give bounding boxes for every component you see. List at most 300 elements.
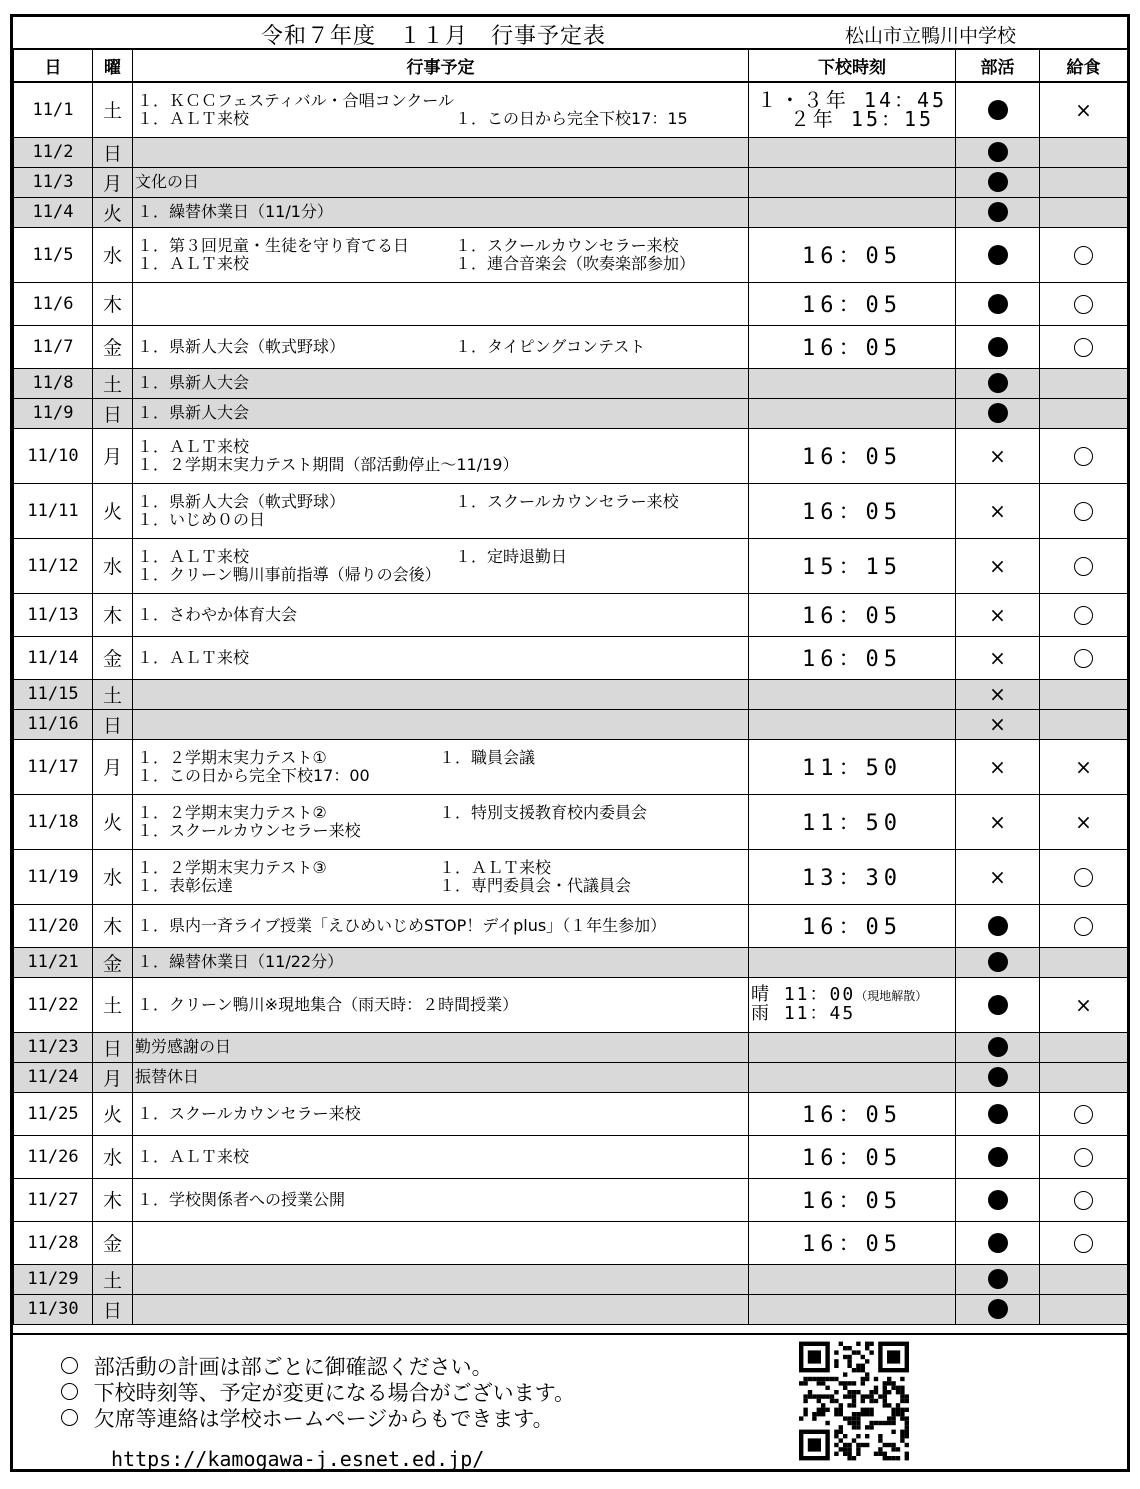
row-club [956, 1092, 1040, 1135]
row-events [133, 679, 749, 709]
row-date: 11/4 [14, 197, 93, 227]
row-date: 11/15 [14, 679, 93, 709]
row-date: 11/27 [14, 1178, 93, 1221]
row-club [956, 904, 1040, 947]
row-club [956, 977, 1040, 1032]
open-circle-icon [1074, 606, 1093, 625]
col-header-dismissal: 下校時刻 [749, 49, 956, 82]
row-weekday: 月 [93, 739, 133, 794]
row-lunch [1040, 593, 1128, 636]
row-dismissal-time: 16：05 [749, 904, 956, 947]
row-dismissal-time: 16：05 [749, 428, 956, 483]
event-line [137, 917, 748, 935]
row-dismissal-time: 13：30 [749, 849, 956, 904]
row-lunch [1040, 1032, 1128, 1062]
row-weekday: 木 [93, 1178, 133, 1221]
event-line [137, 767, 748, 785]
event-line [135, 173, 748, 191]
open-circle-icon [61, 1407, 87, 1427]
row-dismissal-time [749, 137, 956, 167]
table-row [14, 282, 1128, 325]
event-line [137, 374, 748, 392]
row-date: 11/21 [14, 947, 93, 977]
event-item: １．２学期末実力テスト① [137, 747, 327, 767]
event-item: １．この日から完全下校17：15 [455, 108, 688, 128]
row-club [956, 82, 1040, 137]
row-events [133, 1221, 749, 1264]
row-date: 11/3 [14, 167, 93, 197]
event-line [137, 438, 748, 456]
table-row [14, 1178, 1128, 1221]
row-dismissal-time: 16：05 [749, 636, 956, 679]
cross-icon: × [989, 864, 1006, 889]
event-line [137, 804, 748, 822]
event-line [137, 996, 748, 1014]
filled-circle-icon [988, 1104, 1008, 1124]
row-lunch [1040, 1062, 1128, 1092]
table-row [14, 1294, 1128, 1324]
row-dismissal-time: 16：05 [749, 1135, 956, 1178]
event-line [137, 877, 748, 895]
row-date: 11/9 [14, 398, 93, 428]
filled-circle-icon [988, 1269, 1008, 1289]
school-name: 松山市立鴨川中学校 [845, 25, 1017, 47]
event-item: １．２学期末実力テスト③ [137, 857, 327, 877]
open-circle-icon [1074, 1105, 1093, 1124]
filled-circle-icon [988, 337, 1008, 357]
row-events [133, 398, 749, 428]
row-events [133, 1294, 749, 1324]
row-dismissal-time: 11：50 [749, 794, 956, 849]
row-club [956, 197, 1040, 227]
row-date: 11/7 [14, 325, 93, 368]
row-lunch [1040, 282, 1128, 325]
row-dismissal-time [749, 977, 956, 1032]
row-events [133, 593, 749, 636]
row-weekday: 木 [93, 282, 133, 325]
cross-icon: × [989, 712, 1006, 737]
table-row [14, 398, 1128, 428]
row-lunch [1040, 947, 1128, 977]
event-item: １．連合音楽会（吹奏楽部参加） [455, 253, 696, 273]
cross-icon: × [989, 809, 1006, 834]
row-dismissal-time [749, 167, 956, 197]
row-events [133, 636, 749, 679]
event-line [137, 749, 748, 767]
row-events [133, 137, 749, 167]
row-events [133, 82, 749, 137]
row-club [956, 593, 1040, 636]
row-club [956, 483, 1040, 538]
row-dismissal-time: 15：15 [749, 538, 956, 593]
row-dismissal-time [749, 709, 956, 739]
row-events [133, 1062, 749, 1092]
row-events [133, 849, 749, 904]
row-dismissal-time [749, 1032, 956, 1062]
table-row [14, 1092, 1128, 1135]
table-row [14, 428, 1128, 483]
time-line: ２年 15：15 [789, 106, 935, 131]
row-events [133, 947, 749, 977]
row-weekday: 日 [93, 1294, 133, 1324]
event-line [135, 1068, 748, 1086]
row-dismissal-time: 16：05 [749, 227, 956, 282]
row-weekday: 日 [93, 137, 133, 167]
row-lunch [1040, 227, 1128, 282]
event-line [137, 493, 748, 511]
time-line: 晴 11：00（現地解散） [751, 984, 928, 1005]
event-item: １．ＡＬＴ来校 [137, 436, 250, 456]
col-header-club: 部活 [956, 49, 1040, 82]
row-club [956, 227, 1040, 282]
row-weekday: 土 [93, 679, 133, 709]
event-line [137, 566, 748, 584]
row-club [956, 849, 1040, 904]
row-club [956, 428, 1040, 483]
filled-circle-icon [988, 373, 1008, 393]
filled-circle-icon [988, 172, 1008, 192]
filled-circle-icon [988, 916, 1008, 936]
cross-icon: × [1075, 98, 1092, 122]
cross-icon: × [989, 443, 1006, 468]
open-circle-icon [1074, 557, 1093, 576]
event-line [137, 511, 748, 529]
event-item: １．職員会議 [439, 747, 536, 767]
row-club [956, 794, 1040, 849]
table-row [14, 538, 1128, 593]
open-circle-icon [61, 1381, 87, 1401]
filled-circle-icon [988, 1037, 1008, 1057]
page-title: 令和７年度 １１月 行事予定表 [261, 24, 607, 49]
open-circle-icon [1074, 1234, 1093, 1253]
filled-circle-icon [988, 995, 1008, 1015]
table-row [14, 1135, 1128, 1178]
table-row [14, 739, 1128, 794]
row-lunch [1040, 137, 1128, 167]
event-item: １．ＡＬＴ来校 [137, 546, 250, 566]
event-item: １．ＡＬＴ来校 [439, 857, 552, 877]
event-line [137, 953, 748, 971]
row-date: 11/8 [14, 368, 93, 398]
row-lunch [1040, 636, 1128, 679]
event-line [137, 456, 748, 474]
event-item: １．いじめ０の日 [137, 509, 266, 529]
row-events [133, 538, 749, 593]
event-item: 文化の日 [135, 172, 200, 191]
row-weekday: 日 [93, 398, 133, 428]
event-item: １．２学期末実力テスト期間（部活動停止～11/19） [137, 454, 519, 474]
event-line [137, 859, 748, 877]
row-weekday: 水 [93, 849, 133, 904]
event-line [137, 548, 748, 566]
table-row [14, 709, 1128, 739]
row-lunch [1040, 1294, 1128, 1324]
event-item: １．県内一斉ライブ授業「えひめいじめSTOP！デイplus」（１年生参加） [137, 915, 667, 935]
note-item: 下校時刻等、予定が変更になる場合がございます。 [61, 1377, 575, 1407]
filled-circle-icon [988, 100, 1008, 120]
row-weekday: 月 [93, 1062, 133, 1092]
event-line [137, 1148, 748, 1166]
row-lunch [1040, 794, 1128, 849]
row-dismissal-time: 16：05 [749, 325, 956, 368]
row-club [956, 538, 1040, 593]
qr-code-icon[interactable] [799, 1341, 909, 1461]
row-date: 11/11 [14, 483, 93, 538]
event-item: １．学校関係者への授業公開 [137, 1189, 346, 1209]
row-club [956, 167, 1040, 197]
row-events [133, 428, 749, 483]
row-lunch [1040, 1221, 1128, 1264]
time-line: 雨 11：45 [751, 1003, 856, 1024]
row-club [956, 1221, 1040, 1264]
row-lunch [1040, 398, 1128, 428]
row-date: 11/1 [14, 82, 93, 137]
row-date: 11/28 [14, 1221, 93, 1264]
event-item: １．ＡＬＴ来校 [137, 108, 250, 128]
row-weekday: 金 [93, 636, 133, 679]
row-date: 11/10 [14, 428, 93, 483]
filled-circle-icon [988, 1067, 1008, 1087]
row-dismissal-time: 16：05 [749, 593, 956, 636]
row-date: 11/24 [14, 1062, 93, 1092]
row-lunch [1040, 368, 1128, 398]
event-item: １．ＡＬＴ来校 [137, 647, 250, 667]
row-lunch [1040, 849, 1128, 904]
row-date: 11/29 [14, 1264, 93, 1294]
event-item: １．表彰伝達 [137, 875, 234, 895]
event-item: １．クリーン鴨川※現地集合（雨天時：２時間授業） [137, 994, 519, 1014]
cross-icon: × [989, 645, 1006, 670]
row-weekday: 土 [93, 1264, 133, 1294]
row-lunch [1040, 1178, 1128, 1221]
row-date: 11/5 [14, 227, 93, 282]
cross-icon: × [1075, 992, 1092, 1017]
schedule-table [13, 48, 1128, 1325]
row-lunch [1040, 679, 1128, 709]
open-circle-icon [1074, 447, 1093, 466]
row-dismissal-time [749, 1264, 956, 1294]
event-item: １．スクールカウンセラー来校 [137, 820, 361, 840]
table-row [14, 82, 1128, 137]
row-date: 11/12 [14, 538, 93, 593]
filled-circle-icon [988, 1299, 1008, 1319]
event-item: １．県新人大会 [137, 373, 250, 392]
row-events [133, 739, 749, 794]
row-dismissal-time: 16：05 [749, 1092, 956, 1135]
row-club [956, 282, 1040, 325]
table-row [14, 794, 1128, 849]
row-date: 11/6 [14, 282, 93, 325]
event-line [137, 237, 748, 255]
note-item: 部活動の計画は部ごとに御確認ください。 [61, 1351, 493, 1381]
row-date: 11/30 [14, 1294, 93, 1324]
filled-circle-icon [988, 1147, 1008, 1167]
row-date: 11/22 [14, 977, 93, 1032]
row-dismissal-time: 16：05 [749, 282, 956, 325]
row-lunch [1040, 428, 1128, 483]
event-item: １．タイピングコンテスト [455, 336, 646, 356]
row-club [956, 1135, 1040, 1178]
col-header-weekday: 曜 [93, 49, 133, 82]
row-events [133, 709, 749, 739]
row-club [956, 398, 1040, 428]
event-line [137, 92, 748, 110]
col-header-day: 日 [14, 49, 93, 82]
open-circle-icon [1074, 295, 1093, 314]
row-club [956, 739, 1040, 794]
row-weekday: 日 [93, 1032, 133, 1062]
footer-notes [13, 1333, 1127, 1471]
row-dismissal-time [749, 679, 956, 709]
event-line [135, 1038, 748, 1056]
row-dismissal-time [749, 398, 956, 428]
cross-icon: × [989, 682, 1006, 707]
open-circle-icon [1074, 917, 1093, 936]
table-row [14, 947, 1128, 977]
row-weekday: 金 [93, 325, 133, 368]
time-line: １・３年 14：45 [756, 87, 948, 112]
row-events [133, 368, 749, 398]
row-date: 11/19 [14, 849, 93, 904]
row-events [133, 1032, 749, 1062]
filled-circle-icon [988, 1190, 1008, 1210]
event-item: １．２学期末実力テスト② [137, 802, 327, 822]
row-events [133, 794, 749, 849]
row-weekday: 水 [93, 538, 133, 593]
row-dismissal-time: 16：05 [749, 1178, 956, 1221]
table-header [14, 49, 1128, 82]
col-header-events: 行事予定 [133, 49, 749, 82]
event-item: １．県新人大会 [137, 403, 250, 422]
row-club [956, 1264, 1040, 1294]
table-row [14, 137, 1128, 167]
event-line [137, 822, 748, 840]
row-events [133, 1264, 749, 1294]
row-weekday: 火 [93, 197, 133, 227]
row-lunch [1040, 538, 1128, 593]
table-row [14, 325, 1128, 368]
cross-icon: × [989, 553, 1006, 578]
row-date: 11/17 [14, 739, 93, 794]
event-item: １．特別支援教育校内委員会 [439, 802, 648, 822]
event-line [137, 110, 748, 128]
event-item: １．繰替休業日（11/1分） [137, 202, 333, 221]
event-line [137, 255, 748, 273]
row-events [133, 167, 749, 197]
row-date: 11/2 [14, 137, 93, 167]
cross-icon: × [1075, 809, 1092, 834]
school-homepage-link[interactable]: https://kamogawa-j.esnet.ed.jp/ [111, 1447, 485, 1471]
row-events [133, 1178, 749, 1221]
row-weekday: 日 [93, 709, 133, 739]
row-weekday: 月 [93, 167, 133, 197]
filled-circle-icon [988, 952, 1008, 972]
open-circle-icon [1074, 1148, 1093, 1167]
event-item: 振替休日 [135, 1067, 200, 1086]
row-club [956, 325, 1040, 368]
event-item: １．第３回児童・生徒を守り育てる日 [137, 235, 410, 255]
row-lunch [1040, 483, 1128, 538]
row-dismissal-time [749, 197, 956, 227]
table-row [14, 636, 1128, 679]
row-club [956, 636, 1040, 679]
table-row [14, 1062, 1128, 1092]
event-item: １．スクールカウンセラー来校 [137, 1103, 361, 1123]
open-circle-icon [1074, 246, 1093, 265]
row-date: 11/14 [14, 636, 93, 679]
filled-circle-icon [988, 202, 1008, 222]
row-lunch [1040, 1264, 1128, 1294]
event-item: １．ＡＬＴ来校 [137, 1146, 250, 1166]
open-circle-icon [1074, 649, 1093, 668]
row-events [133, 325, 749, 368]
row-dismissal-time [749, 947, 956, 977]
time-note: （現地解散） [855, 989, 928, 1003]
event-line [137, 338, 748, 356]
row-dismissal-time [749, 82, 956, 137]
open-circle-icon [61, 1355, 87, 1375]
row-weekday: 火 [93, 794, 133, 849]
row-weekday: 木 [93, 593, 133, 636]
event-item: １．スクールカウンセラー来校 [455, 491, 679, 511]
table-row [14, 227, 1128, 282]
event-item: １．この日から完全下校17：00 [137, 765, 370, 785]
row-weekday: 月 [93, 428, 133, 483]
row-date: 11/13 [14, 593, 93, 636]
event-item: １．スクールカウンセラー来校 [455, 235, 679, 255]
table-row [14, 977, 1128, 1032]
event-item: １．専門委員会・代議員会 [439, 875, 632, 895]
open-circle-icon [1074, 502, 1093, 521]
row-weekday: 水 [93, 1135, 133, 1178]
table-row [14, 197, 1128, 227]
row-weekday: 水 [93, 227, 133, 282]
row-weekday: 金 [93, 947, 133, 977]
table-row [14, 167, 1128, 197]
open-circle-icon [1074, 338, 1093, 357]
row-club [956, 679, 1040, 709]
row-dismissal-time [749, 368, 956, 398]
table-row [14, 1221, 1128, 1264]
row-events [133, 977, 749, 1032]
event-line [137, 606, 748, 624]
event-line [137, 1191, 748, 1209]
table-row [14, 904, 1128, 947]
table-row [14, 593, 1128, 636]
cross-icon: × [989, 754, 1006, 779]
row-club [956, 709, 1040, 739]
note-item: 欠席等連絡は学校ホームページからもできます。 [61, 1403, 554, 1433]
table-row [14, 1264, 1128, 1294]
row-date: 11/25 [14, 1092, 93, 1135]
open-circle-icon [1074, 868, 1093, 887]
row-weekday: 金 [93, 1221, 133, 1264]
row-lunch [1040, 325, 1128, 368]
row-lunch [1040, 167, 1128, 197]
filled-circle-icon [988, 294, 1008, 314]
row-club [956, 1062, 1040, 1092]
filled-circle-icon [988, 1233, 1008, 1253]
event-item: １．県新人大会（軟式野球） [137, 336, 346, 356]
col-header-lunch: 給食 [1040, 49, 1128, 82]
open-circle-icon [1074, 1191, 1093, 1210]
event-item: １．ＫＣＣフェスティバル・合唱コンクール [137, 90, 454, 110]
event-item: １．ＡＬＴ来校 [137, 253, 250, 273]
row-weekday: 火 [93, 483, 133, 538]
row-date: 11/26 [14, 1135, 93, 1178]
table-row [14, 368, 1128, 398]
event-item: １．県新人大会（軟式野球） [137, 491, 346, 511]
